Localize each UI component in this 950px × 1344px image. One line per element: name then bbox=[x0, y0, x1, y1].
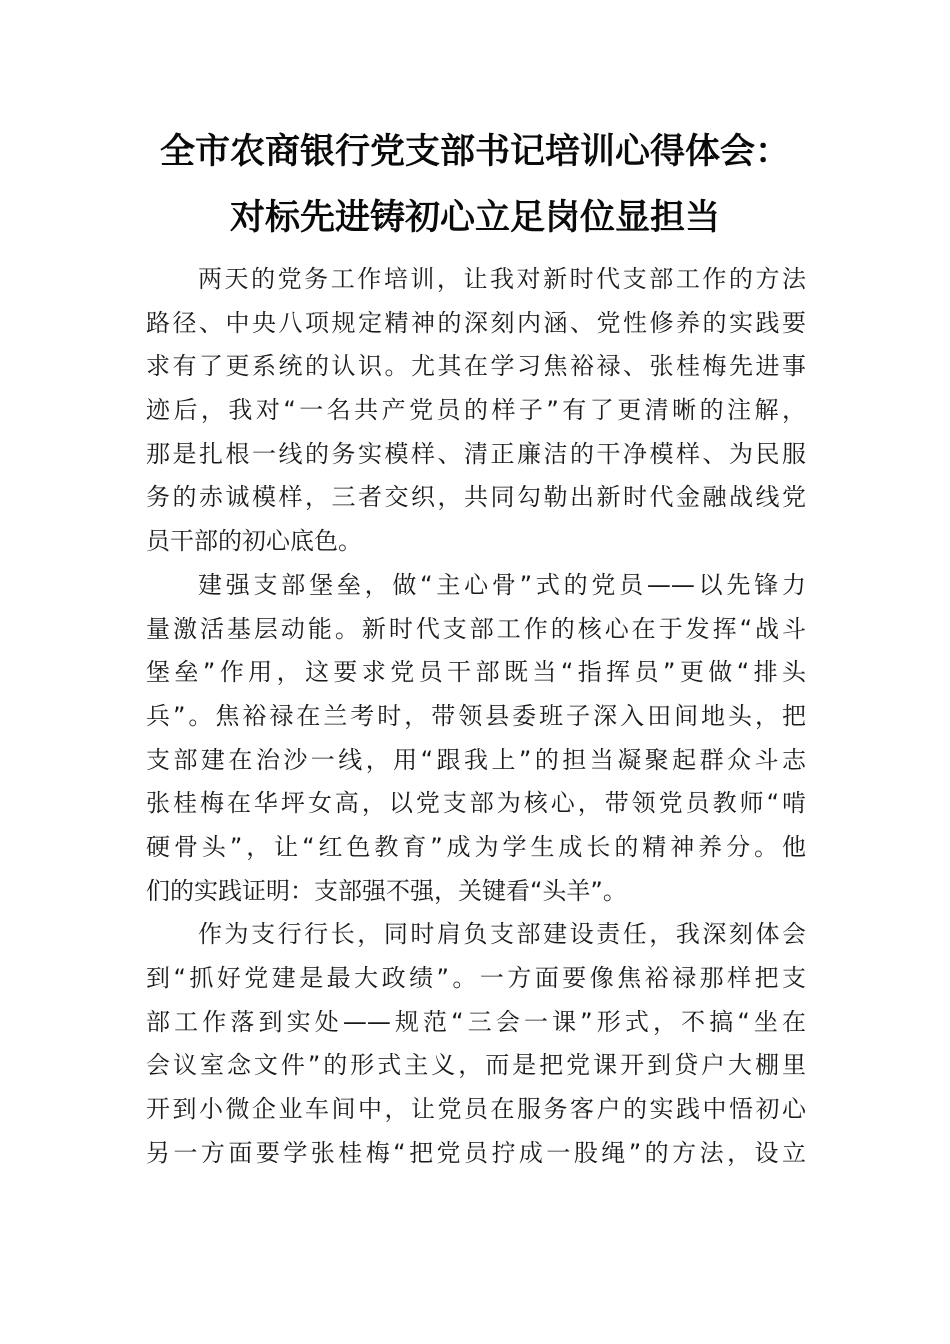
paragraph-line: 求有了更系统的认识。尤其在学习焦裕禄、张桂梅先进事 bbox=[146, 352, 806, 381]
document-title-line-2: 对标先进铸初心立足岗位显担当 bbox=[229, 197, 720, 238]
paragraph-line: 会议室念文件”的形式主义，而是把党课开到贷户大棚里 bbox=[146, 1051, 806, 1080]
paragraph-line: 到“抓好党建是最大政绩”。一方面要像焦裕禄那样把支 bbox=[146, 964, 806, 992]
document-title-line-1: 全市农商银行党支部书记培训心得体会： bbox=[159, 131, 790, 172]
paragraph-line: 兵”。焦裕禄在兰考时，带领县委班子深入田间地头，把 bbox=[146, 701, 806, 730]
paragraph-line: 那是扎根一线的务实模样、清正廉洁的干净模样、为民服 bbox=[146, 439, 806, 468]
paragraph-line: 部工作落到实处——规范“三会一课”形式，不搞“坐在 bbox=[146, 1007, 806, 1036]
paragraph-2 bbox=[146, 564, 806, 914]
paragraph-line: 建强支部堡垒，做“主心骨”式的党员——以先锋力 bbox=[198, 570, 806, 599]
paragraph-1 bbox=[146, 258, 806, 564]
paragraph-line: 量激活基层动能。新时代支部工作的核心在于发挥“战斗 bbox=[146, 614, 806, 643]
document-body bbox=[146, 258, 806, 1175]
paragraph-line: 员干部的初心底色。 bbox=[146, 527, 362, 556]
paragraph-line: 两天的党务工作培训，让我对新时代支部工作的方法 bbox=[198, 265, 806, 293]
paragraph-line: 支部建在治沙一线，用“跟我上”的担当凝聚起群众斗志 bbox=[146, 745, 806, 774]
paragraph-line: 开到小微企业车间中，让党员在服务客户的实践中悟初心 bbox=[146, 1095, 806, 1124]
paragraph-line: 硬骨头”，让“红色教育”成为学生成长的精神养分。他 bbox=[146, 832, 806, 861]
paragraph-line: 路径、中央八项规定精神的深刻内涵、党性修养的实践要 bbox=[146, 308, 806, 337]
paragraph-line: 作为支行行长，同时肩负支部建设责任，我深刻体会 bbox=[198, 920, 806, 949]
paragraph-3 bbox=[146, 913, 806, 1175]
paragraph-line: 另一方面要学张桂梅“把党员拧成一股绳”的方法，设立 bbox=[146, 1138, 806, 1167]
paragraph-line: 务的赤诚模样，三者交织，共同勾勒出新时代金融战线党 bbox=[146, 483, 806, 512]
paragraph-line: 张桂梅在华坪女高，以党支部为核心，带领党员教师“啃 bbox=[146, 789, 806, 818]
paragraph-line: 迹后，我对“一名共产党员的样子”有了更清晰的注解， bbox=[146, 396, 806, 425]
paragraph-line: 堡垒”作用，这要求党员干部既当“指挥员”更做“排头 bbox=[146, 658, 806, 687]
paragraph-line: 们的实践证明：支部强不强，关键看“头羊”。 bbox=[146, 876, 627, 905]
